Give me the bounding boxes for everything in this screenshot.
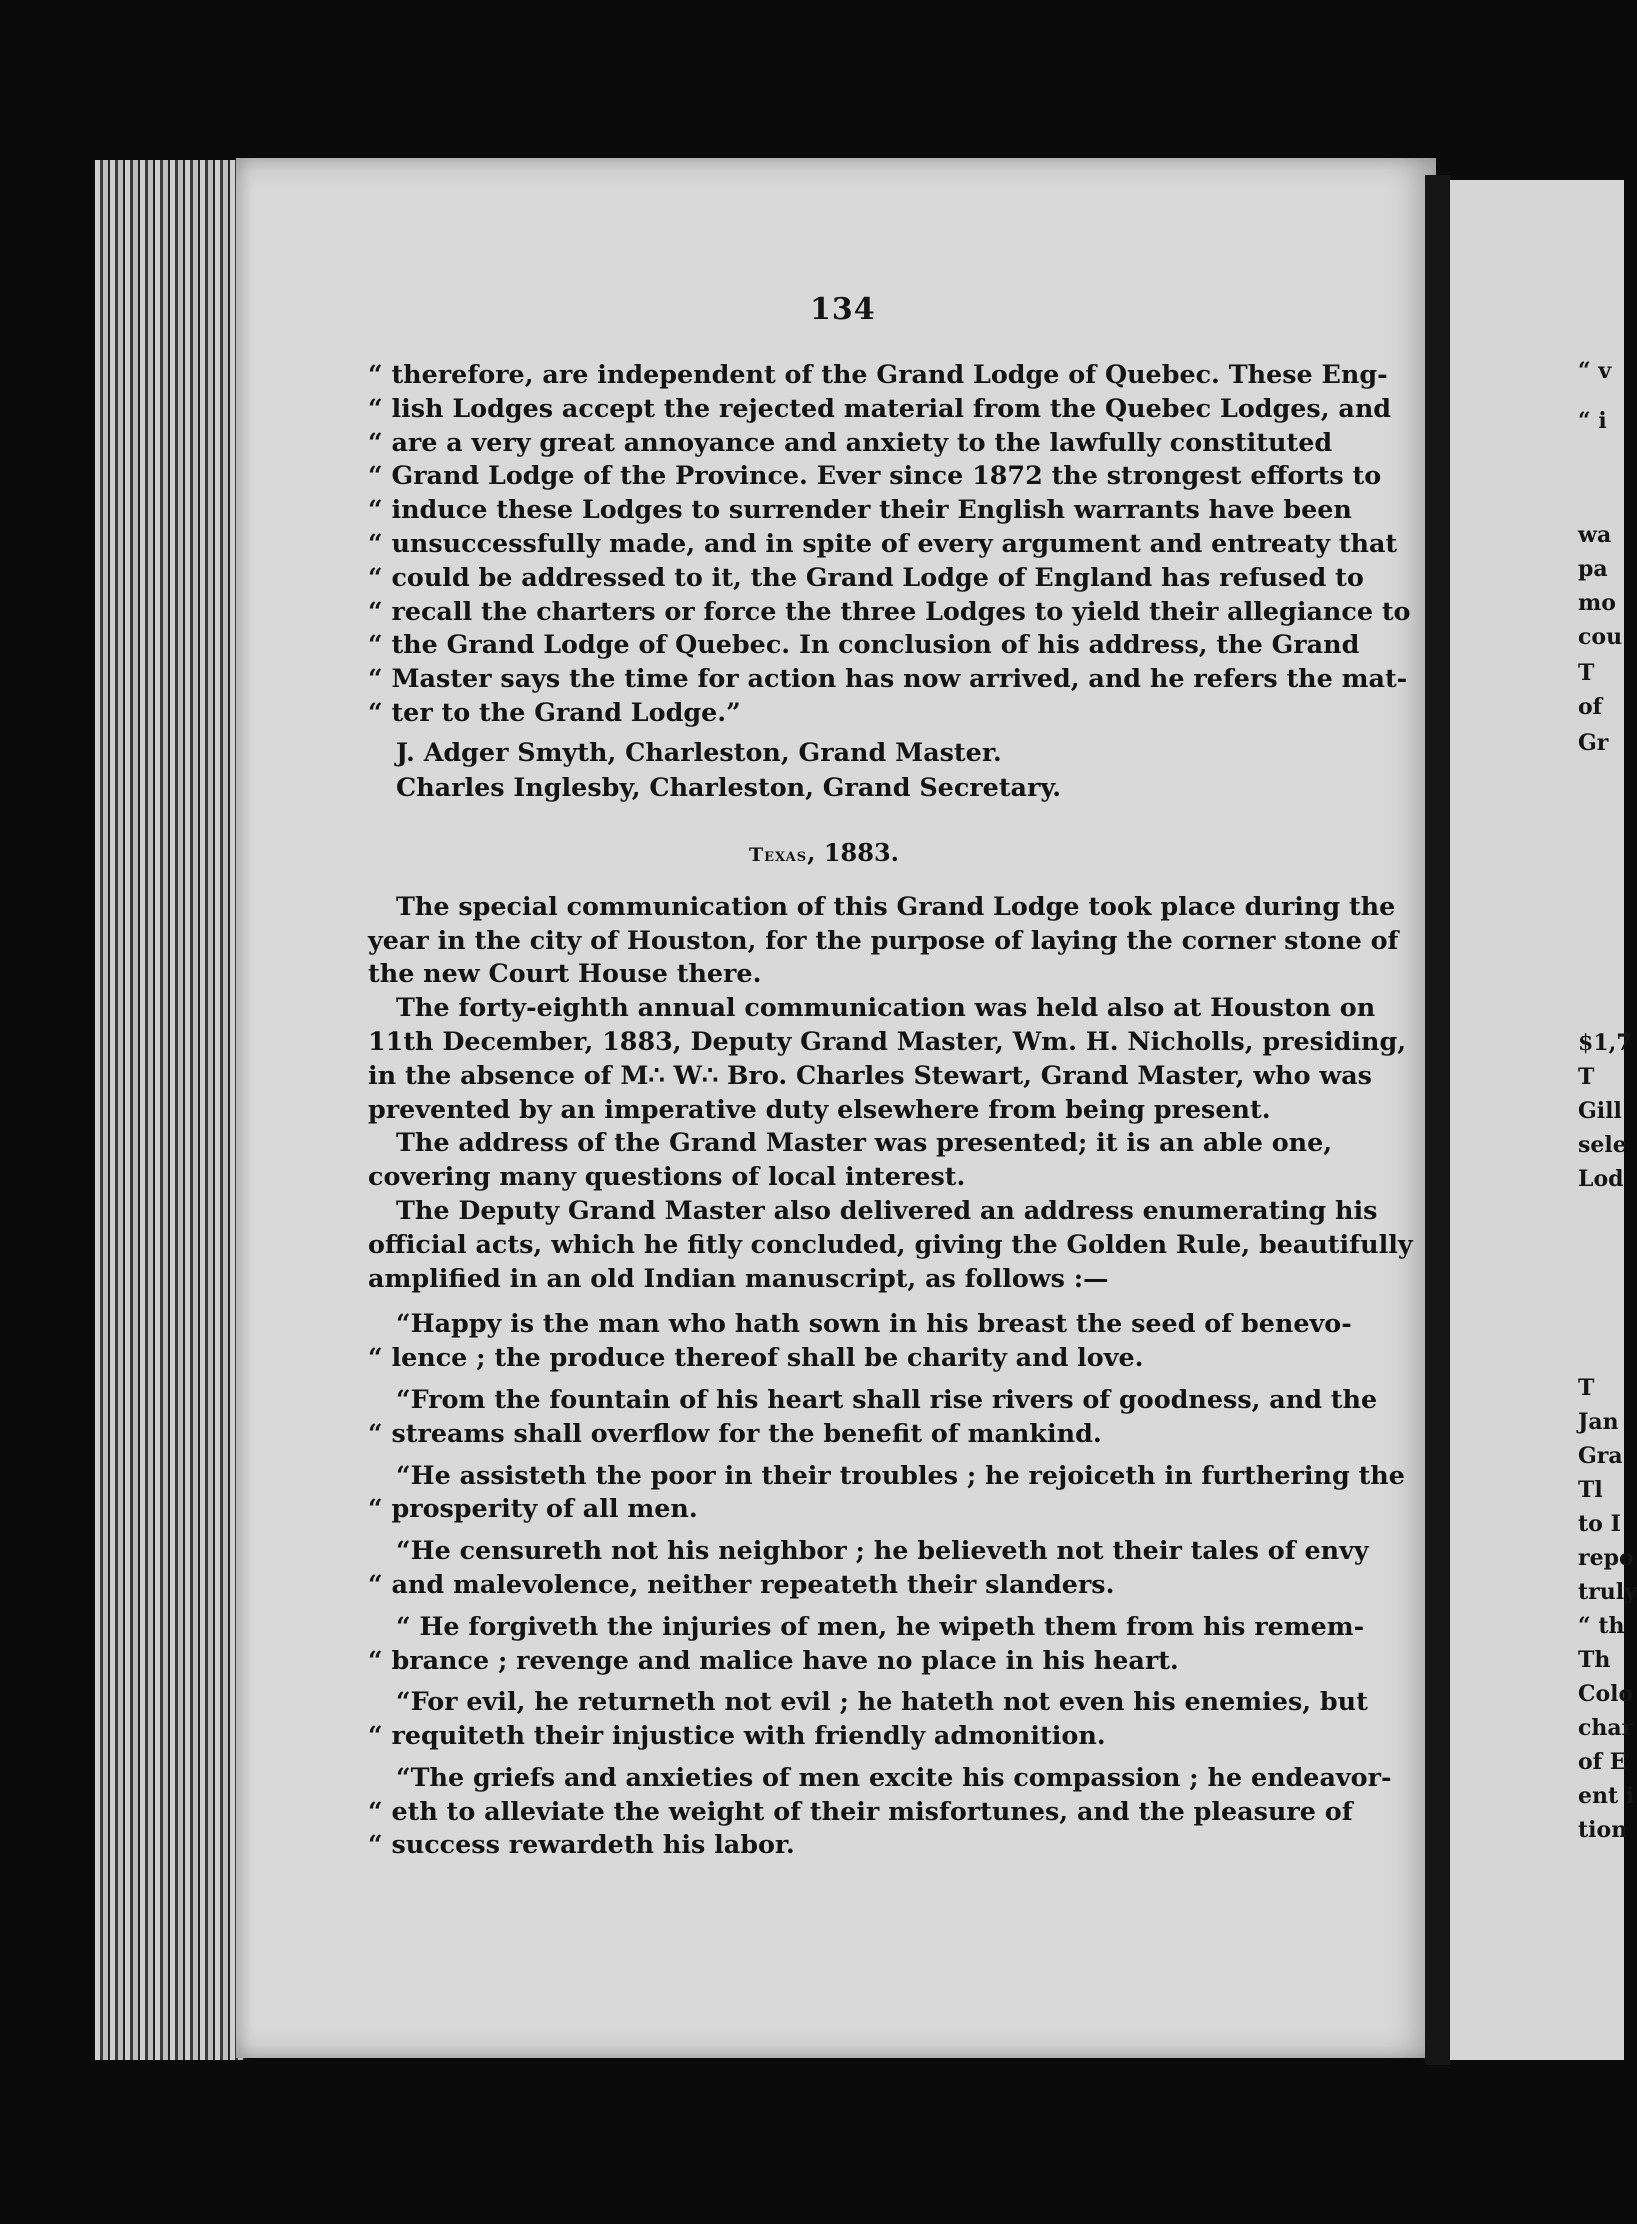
text-line: “ lish Lodges accept the rejected material from the Quebec Lodges, and — [368, 392, 1392, 423]
text-line: 11th December, 1883, Deputy Grand Master, Wm. H. Nicholls, presiding, — [368, 1025, 1407, 1056]
quote-line: “ and malevolence, neither repeateth their slanders. — [368, 1568, 1115, 1599]
body-paragraphs — [368, 890, 1413, 1296]
right-page-text-fragment: sele — [1578, 1132, 1627, 1158]
right-page-text-fragment: char — [1578, 1715, 1634, 1741]
quote-paragraph — [368, 1610, 1365, 1678]
section-heading — [368, 836, 1280, 870]
page-number: 134 — [810, 292, 876, 327]
paragraph — [368, 1126, 1333, 1194]
quote-paragraph — [368, 1383, 1378, 1451]
right-page-text-fragment: “ i — [1578, 408, 1607, 434]
text-line: The forty-eighth annual communication was held also at Houston on — [396, 992, 1376, 1023]
text-line: “ therefore, are independent of the Grand Lodge of Quebec. These Eng- — [368, 359, 1388, 389]
quote-paragraph — [368, 1534, 1369, 1602]
right-page-text-fragment: tion — [1578, 1817, 1628, 1843]
right-page-text-fragment: “ th — [1578, 1613, 1625, 1639]
right-page-text-fragment: of — [1578, 694, 1603, 720]
signature-line: J. Adger Smyth, Charleston, Grand Master. — [396, 736, 1002, 767]
right-page-text-fragment: Colo — [1578, 1681, 1634, 1707]
signature-line: Charles Inglesby, Charleston, Grand Secretary. — [396, 771, 1062, 802]
quote-line: “From the fountain of his heart shall rise rivers of goodness, and the — [396, 1383, 1378, 1414]
right-page-text-fragment: Gr — [1578, 730, 1609, 756]
quote-line: “ requiteth their injustice with friendly admonition. — [368, 1720, 1106, 1751]
quote-line: “ brance ; revenge and malice have no place in his heart. — [368, 1644, 1179, 1675]
text-line: “ induce these Lodges to surrender their English warrants have been — [368, 494, 1352, 525]
text-line: covering many questions of local interest. — [368, 1161, 966, 1192]
quote-line: “The griefs and anxieties of men excite his compassion ; he endeavor- — [396, 1761, 1392, 1792]
text-line: year in the city of Houston, for the purpose of laying the corner stone of — [368, 924, 1399, 955]
right-page-text-fragment: wa — [1578, 522, 1612, 548]
quote-line: “ eth to alleviate the weight of their misfortunes, and the pleasure of — [368, 1795, 1353, 1826]
section-heading-name: Texas — [748, 843, 808, 866]
quote-line: “ He forgiveth the injuries of men, he wipeth them from his remem- — [396, 1610, 1365, 1641]
right-page-text-fragment: T — [1578, 660, 1595, 686]
text-line: The special communication of this Grand Lodge took place during the — [396, 890, 1396, 921]
quote-line: “Happy is the man who hath sown in his breast the seed of benevo- — [396, 1308, 1352, 1339]
quote-paragraph — [368, 1761, 1392, 1862]
golden-rule-quotes — [368, 1307, 1405, 1862]
text-line: “ the Grand Lodge of Quebec. In conclusion of his address, the Grand — [368, 629, 1360, 660]
right-page-text-fragment: repo — [1578, 1545, 1634, 1571]
paragraph — [368, 890, 1399, 991]
text-line: “ unsuccessfully made, and in spite of every argument and entreaty that — [368, 527, 1398, 558]
book-gutter — [1425, 175, 1451, 2065]
quote-paragraph — [368, 1307, 1352, 1375]
right-page-text-fragment: to I — [1578, 1511, 1621, 1537]
text-line: “ ter to the Grand Lodge.” — [368, 696, 741, 727]
text-line: official acts, which he fitly concluded, giving the Golden Rule, beautifully — [368, 1228, 1413, 1259]
text-line: The address of the Grand Master was presented; it is an able one, — [396, 1127, 1333, 1158]
quote-line: “He censureth not his neighbor ; he believeth not their tales of envy — [396, 1535, 1369, 1566]
text-line: “ are a very great annoyance and anxiety to the lawfully constituted — [368, 426, 1333, 457]
right-page-text-fragment: Jan — [1578, 1409, 1619, 1435]
text-line: “ Master says the time for action has now arrived, and he refers the mat- — [368, 663, 1408, 694]
paragraph — [368, 991, 1407, 1126]
right-page-text-fragment: “ v — [1578, 358, 1612, 384]
text-line: prevented by an imperative duty elsewhere from being present. — [368, 1093, 1271, 1124]
right-page-text-fragment: mo — [1578, 590, 1616, 616]
right-page-text-fragment: T — [1578, 1375, 1595, 1401]
right-page-text-fragment: Gra — [1578, 1443, 1623, 1469]
right-page-text-fragment: Lod — [1578, 1166, 1624, 1192]
text-line: in the absence of M∴ W∴ Bro. Charles Stewart, Grand Master, who was — [368, 1059, 1372, 1090]
quote-line: “For evil, he returneth not evil ; he hateth not even his enemies, but — [396, 1686, 1368, 1717]
quote-line: “ streams shall overflow for the benefit of mankind. — [368, 1417, 1102, 1448]
right-page-text-fragment: cou — [1578, 624, 1623, 650]
quote-line: “ success rewardeth his labor. — [368, 1829, 795, 1860]
quote-paragraph — [368, 1685, 1368, 1753]
book-page-edges — [95, 160, 245, 2060]
paragraph — [368, 1194, 1413, 1295]
right-page-text-fragment: truly — [1578, 1579, 1637, 1605]
continuation-quote — [368, 358, 1411, 730]
right-page-text-fragment: of E — [1578, 1749, 1627, 1775]
right-page-text-fragment: Tl — [1578, 1477, 1603, 1503]
text-line: the new Court House there. — [368, 958, 762, 989]
page-body — [368, 358, 1413, 1870]
text-line: “ could be addressed to it, the Grand Lodge of England has refused to — [368, 561, 1364, 592]
right-page-text-fragment: pa — [1578, 556, 1608, 582]
text-line: amplified in an old Indian manuscript, as follows :— — [368, 1262, 1109, 1293]
text-line: “ recall the charters or force the three Lodges to yield their allegiance to — [368, 595, 1411, 626]
signature-block — [368, 736, 1280, 806]
quote-line: “ lence ; the produce thereof shall be charity and love. — [368, 1342, 1144, 1373]
right-page-text-fragment: Th — [1578, 1647, 1611, 1673]
quote-paragraph — [368, 1459, 1405, 1527]
text-line: The Deputy Grand Master also delivered an address enumerating his — [396, 1194, 1378, 1225]
right-page-text-fragment: T — [1578, 1064, 1595, 1090]
quote-line: “ prosperity of all men. — [368, 1493, 698, 1524]
text-line: “ Grand Lodge of the Province. Ever since 1872 the strongest efforts to — [368, 460, 1382, 491]
right-page-text-fragment: $1,7 — [1578, 1030, 1632, 1056]
quote-line: “He assisteth the poor in their troubles ; he rejoiceth in furthering the — [396, 1459, 1405, 1490]
section-heading-year: , 1883. — [807, 837, 900, 867]
right-page-text-fragment: Gill — [1578, 1098, 1622, 1124]
right-page-text-fragment: ent i — [1578, 1783, 1635, 1809]
